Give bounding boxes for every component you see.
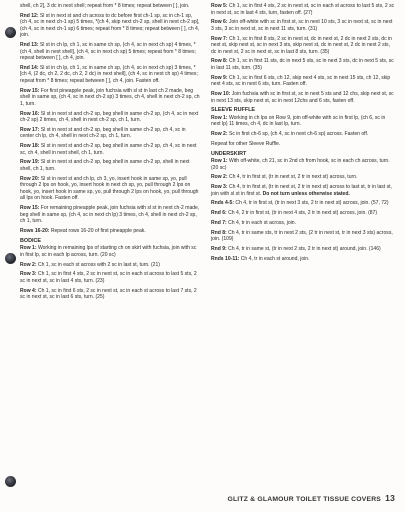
instruction-text: Repeat for other Sleeve Ruffle.	[211, 140, 281, 147]
instruction-text: Join fuchsia with sc in first st, sc in next 5 sts and 12 chs, skip next st, sc in next 13 sts, skip next st, sc in next 12chs and 6 sts, fasten off.	[211, 90, 394, 104]
instruction-text: Ch 1, sc in first 4 sts, 2 sc in next st, sc in each st across to last 5 sts, 2 sc in next st, sc in last 4 sts, turn. (23)	[20, 271, 197, 284]
instruction-paragraph	[20, 262, 200, 269]
row-label: Row 1:	[211, 114, 228, 121]
row-label: Rnd 8:	[211, 229, 227, 236]
binder-hole-icon	[5, 253, 16, 264]
row-label: Row 3:	[211, 184, 228, 191]
instruction-text: Working in ch lps on Row 9, join off-white with sc in first lp, (ch 6, sc in next lp) 11 times, ch 4, dc in last lp, turn.	[211, 114, 386, 128]
section-heading: BODICE	[20, 237, 41, 244]
instruction-text: Ch 4, tr in same st, (tr in next 2 sts, 2 tr in next st) around, join. (146)	[228, 245, 381, 252]
instruction-paragraph	[211, 184, 396, 197]
instruction-text: Sl st in next st and ch lp, ch 3, yo, insert hook in same sp, yo, pull through 2 lps on hook, yo, insert hook in next ch sp, yo, pull through 2 lps on hook, yo, insert hook in same sp, yo, pull through 2 lps on hook, yo, pull through all lps on hook. Fasten off.	[20, 175, 199, 202]
instruction-text: Ch 1, sc in each st across with 2 sc in last st, turn. (21)	[37, 261, 160, 268]
instruction-paragraph	[20, 42, 200, 62]
instruction-text: Ch 4, tr in first st, (tr in next 3 sts, 2 tr in next st) across, join. (57, 72)	[235, 200, 389, 207]
instruction-paragraph	[20, 65, 200, 85]
row-label: Row 18:	[20, 143, 40, 150]
row-label: Rnd 13:	[20, 42, 39, 49]
instruction-paragraph	[20, 245, 200, 258]
row-label: Row 15:	[20, 205, 40, 212]
instruction-text: Repeat rows 16-20 of first pineapple peak.	[50, 227, 146, 234]
instruction-paragraph	[20, 159, 200, 172]
row-label: Row 10:	[211, 90, 231, 97]
footer-title: GLITZ & GLAMOUR TOILET TISSUE COVERS	[227, 496, 382, 503]
row-label: Row 2:	[211, 131, 228, 138]
instruction-paragraph	[211, 141, 396, 148]
page-number: 13	[385, 493, 395, 503]
instruction-paragraph	[20, 205, 200, 225]
instruction-paragraph	[211, 58, 396, 71]
instruction-paragraph	[211, 246, 396, 253]
row-label: Row 16:	[20, 110, 40, 117]
instruction-text: Ch 4, 2 tr in first st, (tr in next 4 sts, 2 tr in next st) across, join. (87)	[228, 210, 378, 217]
instruction-text: shell, ch 2], 3 dc in next shell; repeat from * 8 times; repeat between [ ], join.	[20, 3, 190, 9]
instruction-paragraph	[211, 36, 396, 56]
instruction-text: Ch 1, sc in first 11 sts, dc in next 5 sts, sc in next 3 sts, dc in next 5 sts, sc in last 11 sts, turn. (35)	[211, 58, 394, 71]
instruction-paragraph	[20, 143, 200, 156]
instruction-paragraph	[211, 220, 396, 227]
binder-hole-icon	[5, 476, 16, 487]
instruction-text: Ch 1, sc in first 8 sts, 2 sc in next st, dc in next st, 2 dc in next 2 sts, dc in next st, skip next st, sc in next 3 sts, skip next st, dc in next st, 2 dc in next 2 sts, dc in next st, 2 sc in next st, sc in last 8 sts, turn. (35)	[211, 35, 392, 55]
row-label: Row 5:	[211, 3, 228, 9]
row-label: Rnd 9:	[211, 245, 227, 252]
right-text-column	[211, 3, 396, 265]
page-footer	[227, 493, 395, 503]
row-label: Row 1:	[20, 245, 37, 252]
row-label: Rnd 12:	[20, 12, 39, 19]
instruction-paragraph	[20, 88, 200, 108]
instruction-paragraph	[20, 127, 200, 140]
instruction-paragraph	[211, 210, 396, 217]
row-label: Rnd 7:	[211, 219, 227, 226]
instruction-text: Sl st in next st and ch-2 sp, beg shell in same ch-2 sp, ch 4, sc in next sc, ch 4, shell in next shell, ch 1, turn.	[20, 143, 197, 156]
instruction-paragraph	[211, 115, 396, 128]
section-heading: UNDERSKIRT	[211, 150, 247, 157]
instruction-paragraph	[20, 288, 200, 301]
instruction-text: With off-white, ch 21, sc in 2nd ch from hook, sc in each ch across, turn. (20 sc)	[211, 158, 390, 171]
row-label: Row 19:	[20, 159, 40, 166]
instruction-paragraph	[20, 3, 200, 10]
row-label: Row 8:	[211, 58, 228, 65]
row-label: Row 1:	[211, 158, 228, 165]
row-label: Row 15:	[20, 87, 40, 94]
instruction-text: Working in remaining lps of starting ch on skirt with fuchsia, join with sc in first lp, sc in each lp across, turn. (20 sc)	[20, 245, 197, 258]
row-label: Rnds 4-5:	[211, 200, 234, 207]
instruction-paragraph	[211, 230, 396, 243]
row-label: Row 2:	[20, 261, 37, 268]
instruction-text: For first pineapple peak, join fuchsia with sl st in last ch 2 made, beg shell in same sp, (ch 4, sc in next ch-2 sp) 3 times, ch 4, shell in next ch-2 sp, ch 1, turn.	[20, 87, 200, 107]
instruction-text: Sc in first ch-6 sp, (ch 4, sc in next ch-6 sp) across. Fasten off.	[228, 131, 369, 138]
row-label: Rows 16-20:	[20, 227, 50, 234]
instruction-text: Ch 4, tr in first st, (tr in next st, 2 tr in next st) across to last st, tr in last st, join with sl st in first st.	[211, 184, 392, 197]
instruction-text: For remaining pineapple peak, join fuchsia with sl st in next ch-2 made, beg shell in same sp, (ch 4, sc in next ch lp) 3 times, ch 4, shell in next ch-2 sp, ch 1, turn.	[20, 205, 200, 225]
instruction-paragraph	[211, 19, 396, 32]
instruction-text: Join off-white with sc in first st, sc in next 10 sts, 3 sc in next st, sc in next 3 sts, 3 sc in next st, sc in next 11 sts, turn. (31)	[211, 19, 393, 32]
instruction-text: Sl st in next st and ch-2 sp, beg shell in same ch-2 sp, shell in next shell, ch 1, turn.	[20, 159, 190, 172]
instruction-paragraph	[20, 176, 200, 202]
instruction-paragraph	[211, 3, 396, 16]
instruction-paragraph	[211, 158, 396, 171]
section-heading: SLEEVE RUFFLE	[211, 107, 256, 114]
row-label: Row 7:	[211, 35, 228, 42]
instruction-text: Ch 4, tr in same sts, tr in next 2 sts, (2 tr in next st, tr in next 3 sts) across, join. (109)	[211, 229, 393, 243]
instruction-paragraph	[211, 131, 396, 138]
instruction-text: Ch 4, tr in each st around, join.	[240, 255, 310, 262]
row-label: Row 20:	[20, 175, 40, 182]
left-text-column	[20, 3, 200, 304]
row-label: Rnd 14:	[20, 64, 39, 71]
instruction-text: Sl st in next st and ch across to dc before first ch-1 sp, sc in ch-1 sp, (ch 4, sc in next ch-1 sp) 5 times, *(ch 4, skip next ch-2 sp, shell in next ch-2 sp], (ch 4, sc in next ch-1 sp) 6 times; repeat from * 8 times; repeat between [ ], ch 4, join.	[20, 12, 200, 39]
row-label: Row 9:	[211, 74, 228, 81]
row-label: Row 6:	[211, 19, 228, 26]
row-label: Rnd 6:	[211, 210, 227, 217]
instruction-text: Sl st in ch lp, ch 1, sc in same ch sp, (ch 4, sc in next ch sp) 4 times, *(ch 4, shell in next shell], (ch 4, sc in next ch sp) 5 times; repeat from * 8 times; repeat between [ ], ch 4, join.	[20, 42, 196, 62]
instruction-paragraph	[211, 75, 396, 88]
binder-hole-icon	[5, 27, 16, 38]
instruction-text: Ch 4, tr in each st across, join.	[228, 219, 296, 226]
instruction-text: Ch 4, tr in first st, (tr in next st, 2 tr in next st) across, turn.	[228, 174, 358, 181]
instruction-paragraph	[211, 256, 396, 263]
instruction-paragraph	[211, 91, 396, 104]
instruction-text: Ch 1, sc in first 6 sts, 2 sc in next st, sc in each st across to last 7 sts, 2 sc in next st, sc in last 6 sts, turn. (25)	[20, 287, 197, 301]
row-label: Row 3:	[20, 271, 37, 278]
instruction-text: Ch 1, sc in first 6 sts, ch 12, skip next 4 sts, sc in next 15 sts, ch 12, skip next 4 sts, sc in next 6 sts, turn. Fasten off.	[211, 74, 391, 88]
row-label: Row 17:	[20, 126, 40, 133]
instruction-text: Sl st in ch lp, ch 1, sc in same ch sp, (ch 4, sc in next ch sp) 3 times, *[ch 4, (2 dc, ch 2, 2 dc, ch 2, 2 dc) in next shell], (ch 4, sc in next ch sp) 4 times; repeat from * 8 times; repeat between [ ], ch 4, join. Fasten off.	[20, 64, 198, 85]
instruction-paragraph	[20, 228, 200, 235]
row-label: Rnds 10-11:	[211, 255, 240, 262]
instruction-paragraph	[211, 174, 396, 181]
instruction-paragraph	[211, 200, 396, 207]
instruction-text: Sl st in next st and ch-2 sp, beg shell in same ch-2 sp, (ch 4, sc in next ch-2 sp) 2 times, ch 4, shell in next ch-2 sp, ch 1, turn.	[20, 110, 199, 124]
instruction-text: Ch 1, sc in first 4 sts, 2 sc in next st, sc in each st across to last 5 sts, 2 sc in next st, sc in last 4 sts, turn, fasten off. (27)	[211, 3, 395, 16]
instruction-paragraph	[20, 13, 200, 39]
instruction-text: Sl st in next st and ch-2 sp, beg shell in same ch-2 sp, ch 4, sc in center ch lp, ch 4, shell in next ch-2 sp, ch 1, turn.	[20, 126, 186, 140]
row-label: Row 4:	[20, 287, 37, 294]
instruction-paragraph	[20, 271, 200, 284]
row-label: Row 2:	[211, 174, 228, 181]
emphasis-text: Do not turn unless otherwise stated.	[262, 190, 350, 197]
instruction-paragraph	[20, 111, 200, 124]
